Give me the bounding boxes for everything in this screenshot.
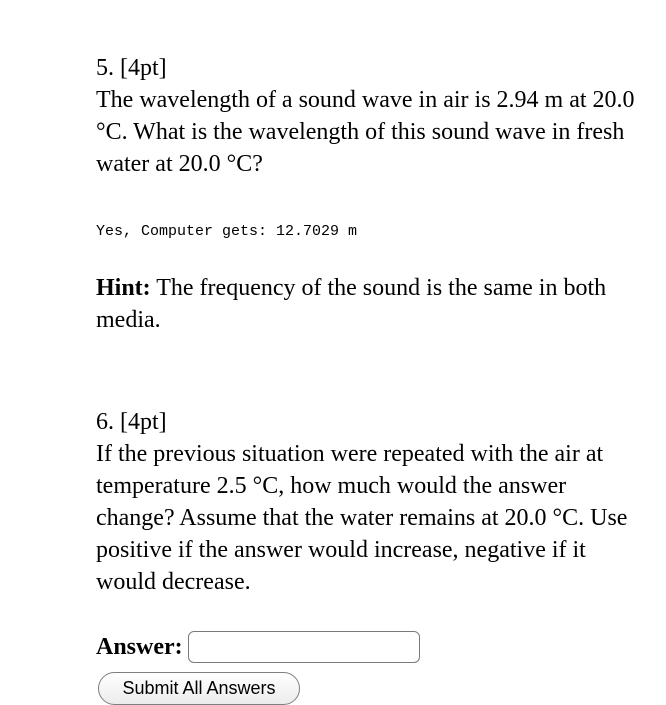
answer-label: Answer: bbox=[96, 634, 183, 660]
hint-label: Hint: bbox=[96, 275, 151, 301]
hint-text: The frequency of the sound is the same in both media. bbox=[96, 275, 607, 333]
question-5-hint bbox=[96, 272, 616, 336]
question-5-heading: 5. [4pt] bbox=[96, 55, 167, 81]
submit-all-answers-button[interactable]: Submit All Answers bbox=[98, 672, 300, 705]
question-5 bbox=[96, 52, 651, 336]
answer-row bbox=[96, 628, 651, 666]
answer-input[interactable] bbox=[188, 631, 420, 663]
question-5-feedback: Yes, Computer gets: 12.7029 m bbox=[96, 223, 358, 240]
question-5-text: The wavelength of a sound wave in air is 2.94 m at 20.0 °C. What is the wavelength of this sound wave in fresh water at 20.0 °C? bbox=[96, 87, 635, 177]
problem-set bbox=[96, 52, 651, 705]
question-6-text: If the previous situation were repeated with the air at temperature 2.5 °C, how much would the answer change? Assume that the water remains at 20.0 °C. Use positive if the answer would increase, negative if it would decrease. bbox=[96, 441, 628, 595]
question-6 bbox=[96, 406, 651, 705]
question-6-heading: 6. [4pt] bbox=[96, 409, 167, 435]
